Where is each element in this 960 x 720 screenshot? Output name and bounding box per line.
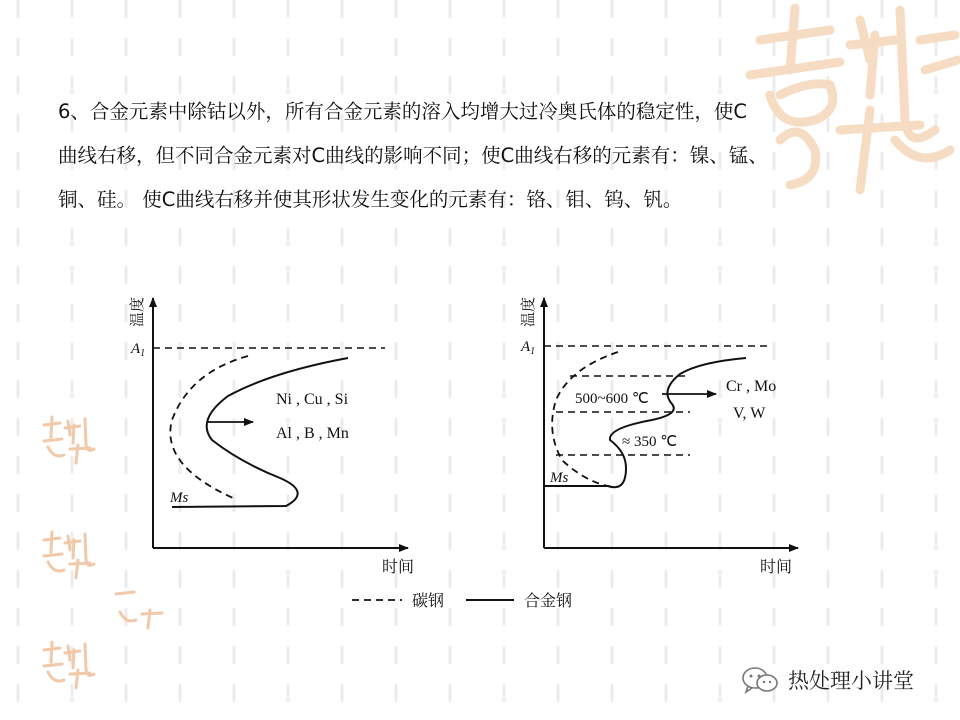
right-a1-label: $A_1$ — [521, 339, 536, 357]
paragraph-line-1: 6、合金元素中除钴以外，所有合金元素的溶入均增大过冷奥氏体的稳定性，使C — [58, 100, 748, 123]
left-elements-line2: Al , B , Mn — [276, 425, 349, 442]
paragraph-line-3: 铜、硅。 使C曲线右移并使其形状发生变化的元素有：铬、钼、钨、钒。 — [58, 188, 683, 211]
legend — [352, 592, 572, 610]
legend-solid-label: 合金钢 — [524, 593, 573, 610]
left-plot — [128, 297, 414, 576]
right-ms-label: Ms — [550, 470, 569, 486]
right-alloy-steel-curve — [544, 358, 746, 487]
wechat-icon — [740, 665, 780, 695]
left-y-label: 温度 — [130, 296, 146, 328]
brand-name: 热处理小讲堂 — [788, 669, 914, 693]
legend-dashed-label: 碳钢 — [412, 593, 445, 610]
right-temp-low-label: ≈ 350 ℃ — [622, 434, 678, 450]
right-temp-high-label: 500~600 ℃ — [575, 391, 649, 407]
right-y-label: 温度 — [521, 296, 537, 328]
paragraph-line-2: 曲线右移，但不同合金元素对C曲线的影响不同；使C曲线右移的元素有：镍、锰、 — [58, 144, 768, 167]
right-carbon-steel-curve — [552, 352, 618, 487]
left-a1-label: $A_1$ — [131, 341, 146, 359]
brand-watermark — [740, 660, 914, 700]
right-x-label: 时间 — [760, 559, 793, 576]
right-elements-line1: Cr , Mo — [726, 378, 777, 395]
left-carbon-steel-curve — [170, 356, 248, 498]
right-plot — [519, 297, 798, 576]
left-ms-label: Ms — [170, 490, 189, 506]
right-elements-line2: V, W — [733, 405, 766, 422]
left-x-label: 时间 — [382, 559, 415, 576]
left-elements-line1: Ni , Cu , Si — [276, 391, 349, 408]
